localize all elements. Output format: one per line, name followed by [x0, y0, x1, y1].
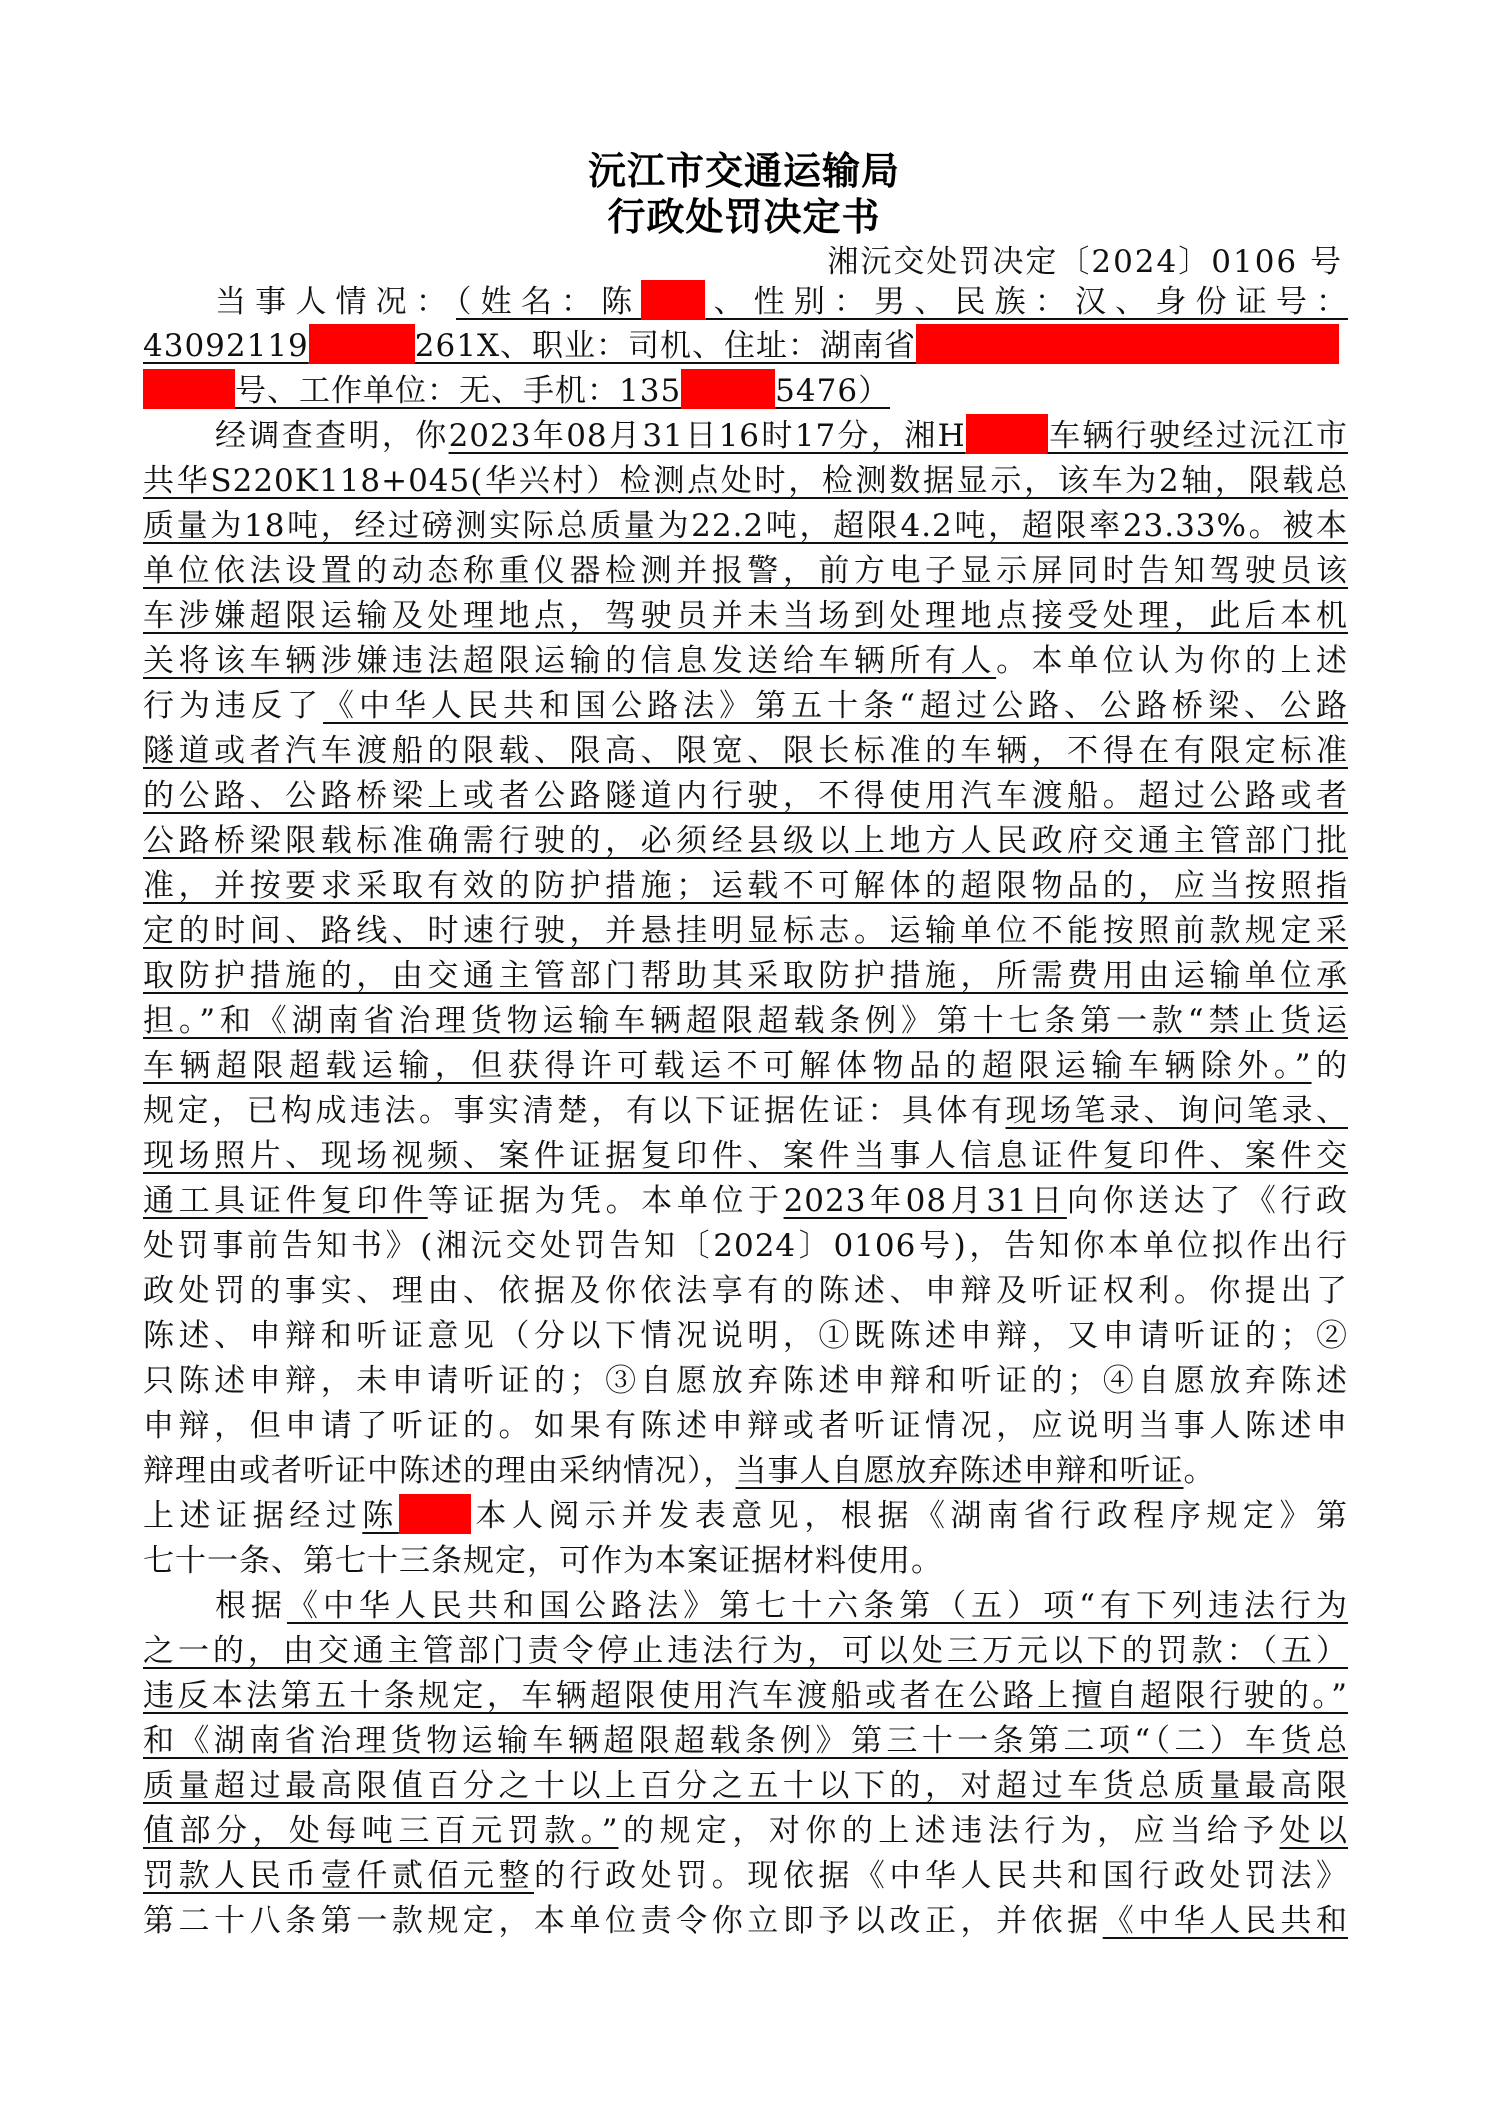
body-line: 辩理由或者听证中陈述的理由采纳情况），当事人自愿放弃陈述申辩和听证。	[143, 1453, 1216, 1489]
issuer-title: 沅江市交通运输局	[587, 149, 900, 193]
redaction-box	[966, 414, 1048, 454]
body-line: 车涉嫌超限运输及处理地点，驾驶员并未当场到处理地点接受处理，此后本机	[143, 598, 1348, 634]
body-line: 共华S220K118+045(华兴村）检测点处时，检测数据显示，该车为2轴，限载总	[143, 463, 1348, 499]
body-line: 规定，已构成违法。事实清楚，有以下证据佐证：具体有现场笔录、询问笔录、	[143, 1093, 1348, 1129]
body-line: 的公路、公路桥梁上或者公路隧道内行驶，不得使用汽车渡船。超过公路或者	[143, 778, 1348, 814]
body-line: 取防护措施的，由交通主管部门帮助其采取防护措施，所需费用由运输单位承	[143, 958, 1348, 994]
body-line: 质量为18吨，经过磅测实际总质量为22.2吨，超限4.2吨，超限率23.33%。被本	[143, 508, 1348, 544]
body-line: 定的时间、路线、时速行驶，并悬挂明显标志。运输单位不能按照前款规定采	[143, 913, 1348, 949]
body-line: 经调查查明，你2023年08月31日16时17分，湘H 车辆行驶经过沅江市	[143, 414, 1348, 458]
body-line: 处罚事前告知书》(湘沅交处罚告知〔2024〕0106号)，告知你本单位拟作出行	[143, 1228, 1348, 1264]
redaction-box	[641, 280, 705, 320]
body-line: 准，并按要求采取有效的防护措施；运载不可解体的超限物品的，应当按照指	[143, 868, 1348, 904]
body-line: 公路桥梁限载标准确需行驶的，必须经县级以上地方人民政府交通主管部门批	[143, 823, 1348, 859]
body-line: 通工具证件复印件等证据为凭。本单位于2023年08月31日向你送达了《行政	[143, 1183, 1349, 1219]
body-line: 罚款人民币壹仟贰佰元整的行政处罚。现依据《中华人民共和国行政处罚法》	[143, 1858, 1348, 1894]
body-line: 担。”和《湖南省治理货物运输车辆超限超载条例》第十七条第一款“禁止货运	[143, 1003, 1348, 1039]
body-line: 违反本法第五十条规定，车辆超限使用汽车渡船或者在公路上擅自超限行驶的。”	[143, 1678, 1348, 1714]
body-line: 陈述、申辩和听证意见（分以下情况说明，①既陈述申辩，又申请听证的；②	[143, 1318, 1348, 1354]
redaction-box	[143, 369, 235, 409]
body-line: 政处罚的事实、理由、依据及你依法享有的陈述、申辩及听证权利。你提出了	[143, 1273, 1348, 1309]
redaction-box	[681, 369, 775, 409]
body-line: 车辆超限超载运输，但获得许可载运不可解体物品的超限运输车辆除外。”的	[143, 1048, 1348, 1084]
body-line: 七十一条、第七十三条规定，可作为本案证据材料使用。	[143, 1543, 943, 1579]
body-line: 根据《中华人民共和国公路法》第七十六条第（五）项“有下列违法行为	[215, 1588, 1348, 1624]
body-line: 申辩，但申请了听证的。如果有陈述申辩或者听证情况，应说明当事人陈述申	[143, 1408, 1348, 1444]
body-line: 行为违反了《中华人民共和国公路法》第五十条“超过公路、公路桥梁、公路	[143, 688, 1348, 724]
party-info-line-3: 号、工作单位：无、手机：135 5476）	[143, 369, 1348, 413]
body-line: 之一的，由交通主管部门责令停止违法行为，可以处三万元以下的罚款：（五）	[143, 1633, 1348, 1669]
body-line: 现场照片、现场视频、案件证据复印件、案件当事人信息证件复印件、案件交	[143, 1138, 1348, 1174]
party-info-line-2: 43092119 261X、职业：司机、住址：湖南省	[143, 324, 1348, 368]
party-info-line-1: 当事人情况：（姓名：陈 、性别：男、民族：汉、身份证号：	[143, 280, 1348, 324]
body-line: 值部分，处每吨三百元罚款。”的规定，对你的上述违法行为，应当给予处以	[143, 1813, 1349, 1849]
body-line: 和《湖南省治理货物运输车辆超限超载条例》第三十一条第二项“（二）车货总	[143, 1723, 1348, 1759]
body-line: 关将该车辆涉嫌违法超限运输的信息发送给车辆所有人。本单位认为你的上述	[143, 643, 1349, 679]
redaction-box	[309, 324, 415, 364]
body-line: 质量超过最高限值百分之十以上百分之五十以下的，对超过车货总质量最高限	[143, 1768, 1348, 1804]
body-line: 上述证据经过陈 本人阅示并发表意见，根据《湖南省行政程序规定》第	[143, 1494, 1348, 1538]
document-number: 湘沅交处罚决定〔2024〕0106 号	[827, 244, 1343, 280]
redaction-box	[916, 324, 1339, 364]
body-line: 第二十八条第一款规定，本单位责令你立即予以改正，并依据《中华人民共和	[143, 1903, 1349, 1939]
redaction-box	[399, 1494, 471, 1534]
body-line: 隧道或者汽车渡船的限载、限高、限宽、限长标准的车辆，不得在有限定标准	[143, 733, 1348, 769]
document-title: 行政处罚决定书	[607, 195, 881, 239]
body-line: 单位依法设置的动态称重仪器检测并报警，前方电子显示屏同时告知驾驶员该	[143, 553, 1348, 589]
body-line: 只陈述申辩，未申请听证的；③自愿放弃陈述申辩和听证的；④自愿放弃陈述	[143, 1363, 1348, 1399]
